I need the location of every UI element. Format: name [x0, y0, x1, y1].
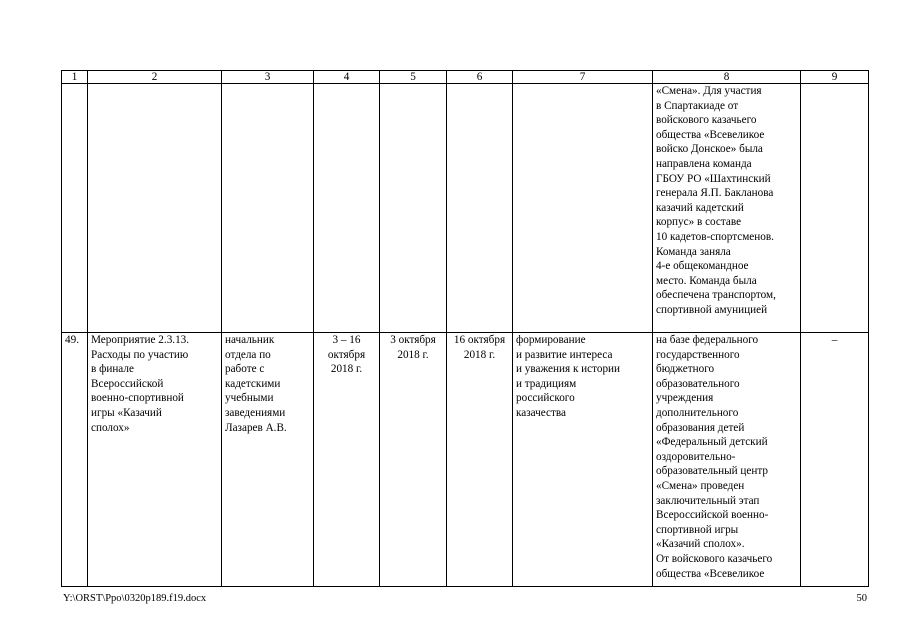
header-cell: 1: [62, 71, 88, 84]
cell-empty: [88, 84, 222, 333]
cell-empty: [447, 84, 513, 333]
header-cell: 6: [447, 71, 513, 84]
cell-empty: [380, 84, 447, 333]
cell-actual-result-continued: «Смена». Для участия в Спартакиаде от войскового казачьего общества «Всевеликое войско Донское» была направлена команда ГБОУ РО «Шахтинский генерала Я.П. Бакланова казачий кадетский корпус» в составе 10 кадетов-спортсменов. Команда заняла 4-е общекомандное место. Команда была обеспечена транспортом, спортивной амуницией: [653, 84, 801, 333]
table-row-continued: [62, 84, 869, 333]
header-cell: 4: [314, 71, 380, 84]
cell-notes: –: [801, 333, 869, 587]
table-row-49: [62, 333, 869, 587]
header-cell: 8: [653, 71, 801, 84]
header-cell: 5: [380, 71, 447, 84]
cell-empty: [62, 84, 88, 333]
footer-file-path: Y:\ORST\Ppo\0320p189.f19.docx: [63, 593, 207, 604]
cell-expected-result: формирование и развитие интереса и уважения к истории и традициям российского казачества: [513, 333, 653, 587]
cell-empty: [222, 84, 314, 333]
cell-responsible: начальник отдела по работе с кадетскими учебными заведениями Лазарев А.В.: [222, 333, 314, 587]
report-table: [61, 70, 869, 587]
cell-empty: [801, 84, 869, 333]
header-cell: 3: [222, 71, 314, 84]
header-cell: 9: [801, 71, 869, 84]
header-row: [62, 71, 869, 84]
cell-row-number: 49.: [62, 333, 88, 587]
cell-plan-period: 3 – 16 октября 2018 г.: [314, 333, 380, 587]
cell-event-name: Мероприятие 2.3.13. Расходы по участию в финале Всероссийской военно-спортивной игры «Казачий сполох»: [88, 333, 222, 587]
cell-empty: [513, 84, 653, 333]
cell-end-date: 16 октября 2018 г.: [447, 333, 513, 587]
cell-start-date: 3 октября 2018 г.: [380, 333, 447, 587]
page-number: 50: [856, 593, 867, 604]
cell-empty: [314, 84, 380, 333]
cell-actual-result: на базе федерального государственного бюджетного образовательного учреждения дополнительного образования детей «Федеральный детский оздоровительно- образовательный центр «Смена» проведен заключительный этап Всероссийской военно- спортивной игры «Казачий сполох». От войскового казачьего общества «Всевеликое: [653, 333, 801, 587]
header-cell: 7: [513, 71, 653, 84]
header-cell: 2: [88, 71, 222, 84]
